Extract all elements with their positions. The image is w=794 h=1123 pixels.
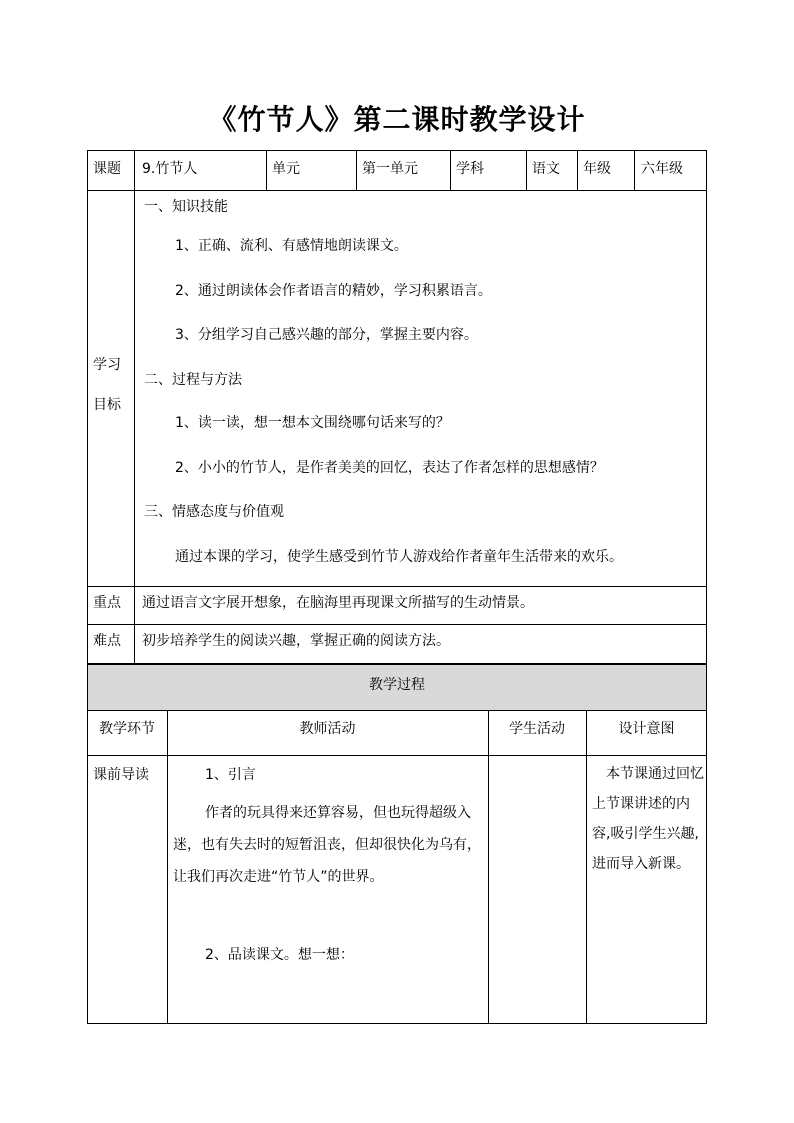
key-point-text: 通过语言文字展开想象，在脑海里再现课文所描写的生动情景。: [142, 595, 534, 611]
difficulty-text: 初步培养学生的阅读兴趣，掌握正确的阅读方法。: [142, 633, 450, 649]
page-title: 《竹节人》第二课时教学设计: [208, 103, 586, 136]
objective-line-6: 通过本课的学习，使学生感受到竹节人游戏给作者童年生活带来的欢乐。: [175, 549, 623, 565]
nianji-label: 年级: [583, 161, 611, 177]
keti-value: 9.竹节人: [142, 161, 198, 177]
keti-label: 课题: [93, 161, 121, 177]
objective-heading-1: 一、知识技能: [144, 199, 228, 215]
teacher-item-2: 2、品读课文。想一想：: [205, 947, 354, 963]
objective-line-2: 2、通过朗读体会作者语言的精妙，学习积累语言。: [175, 283, 492, 299]
objective-line-4: 1、读一读，想一想本文围绕哪句话来写的？: [175, 415, 450, 431]
teacher-paragraph: 作者的玩具得来还算容易，但也玩得超级入迷，也有失去时的短暂沮丧，但却很快化为乌有，让我们再次走进“竹节人”的世界。: [173, 805, 481, 885]
objective-line-1: 1、正确、流利、有感情地朗读课文。: [175, 238, 408, 254]
col-header-stage: 教学环节: [99, 721, 155, 737]
xueke-label: 学科: [456, 161, 484, 177]
objective-heading-3: 三、情感态度与价值观: [144, 504, 284, 520]
stage-name: 课前导读: [93, 767, 149, 783]
danyuan-value: 第一单元: [362, 161, 418, 177]
objectives-label-1: 学习: [93, 357, 121, 373]
objective-line-5: 2、小小的竹节人，是作者美美的回忆，表达了作者怎样的思想感情？: [175, 460, 604, 476]
teacher-item-1: 1、引言: [205, 767, 256, 783]
danyuan-label: 单元: [272, 161, 300, 177]
objectives-label-2: 目标: [93, 397, 121, 413]
key-point-label: 重点: [93, 595, 121, 611]
process-title: 教学过程: [369, 677, 425, 693]
difficulty-label: 难点: [93, 633, 121, 649]
col-header-intent: 设计意图: [618, 721, 675, 737]
col-header-student: 学生活动: [509, 721, 565, 737]
design-intent: 本节课通过回忆上节课讲述的内容,吸引学生兴趣,进而导入新课。: [592, 766, 704, 872]
nianji-value: 六年级: [641, 161, 683, 177]
col-header-teacher: 教师活动: [299, 721, 356, 737]
objective-line-3: 3、分组学习自己感兴趣的部分，掌握主要内容。: [175, 327, 478, 343]
objective-heading-2: 二、过程与方法: [144, 372, 242, 388]
xueke-value: 语文: [532, 161, 560, 177]
